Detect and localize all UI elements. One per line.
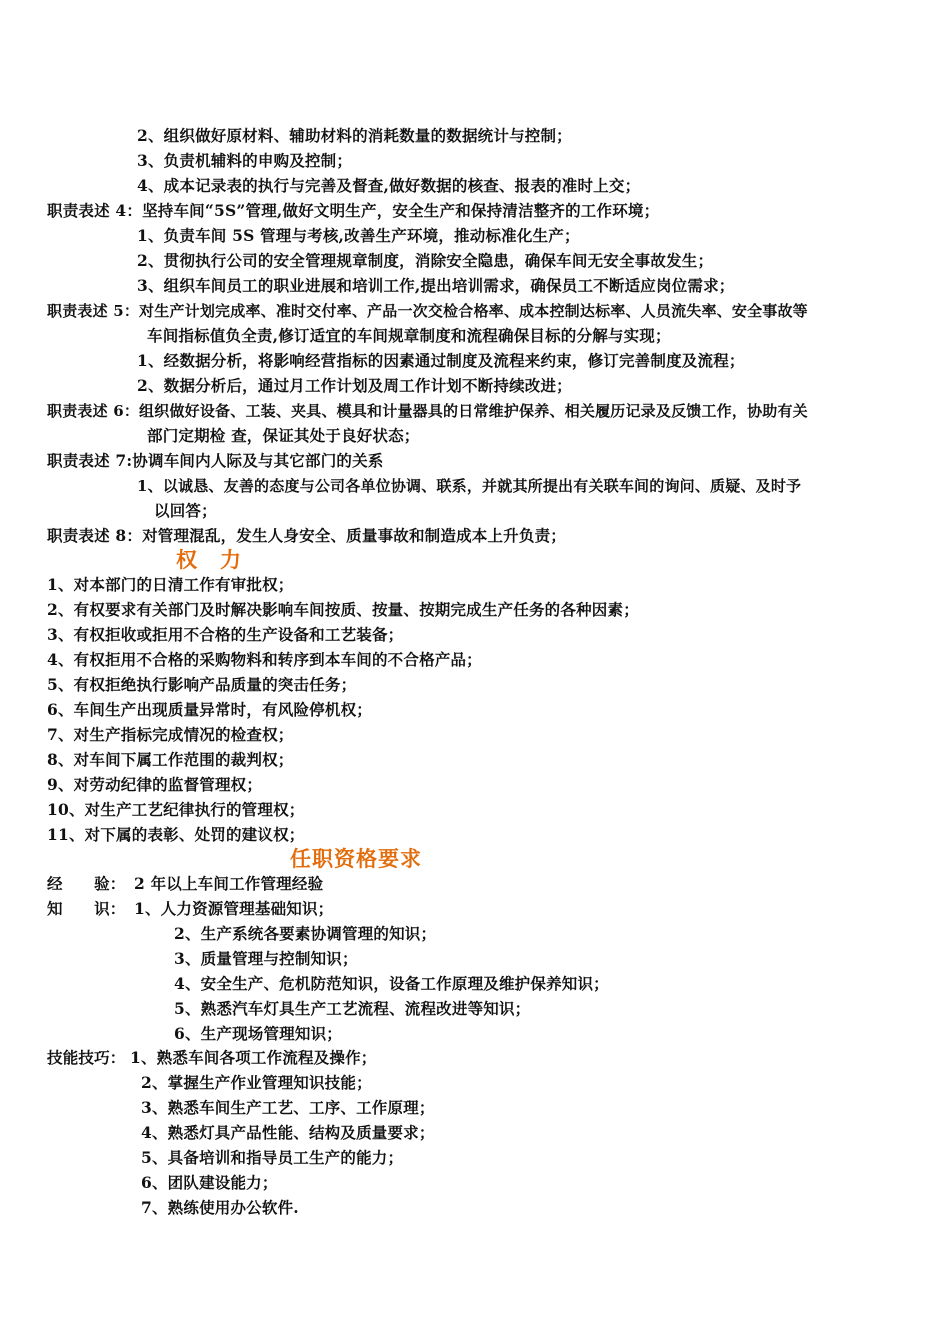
duty-4-item-3: 3、组织车间员工的职业进展和培训工作,提出培训需求，确保员工不断适应岗位需求； [137, 276, 735, 295]
duty-7-item-1-cont: 以回答； [154, 501, 217, 520]
knowledge-item-1: 1、人力资源管理基础知识； [134, 899, 334, 918]
authority-item-2: 2、有权要求有关部门及时解决影响车间按质、按量、按期完成生产任务的各种因素； [47, 600, 639, 619]
duty-5-item-1: 1、经数据分析，将影响经营指标的因素通过制度及流程来约束，修订完善制度及流程； [137, 351, 745, 370]
duty-7-statement: 职责表述 7:协调车间内人际及与其它部门的关系 [47, 451, 384, 470]
skill-item-1: 1、熟悉车间各项工作流程及操作； [130, 1048, 377, 1067]
skill-item-2: 2、掌握生产作业管理知识技能； [141, 1073, 372, 1092]
skill-item-5: 5、具备培训和指导员工生产的能力； [141, 1148, 404, 1167]
authority-item-5: 5、有权拒绝执行影响产品质量的突击任务； [47, 675, 357, 694]
skill-item-7: 7、熟练使用办公软件. [141, 1198, 299, 1217]
duty-4-item-1: 1、负责车间 5S 管理与考核,改善生产环境，推动标准化生产； [137, 226, 580, 245]
knowledge-item-2: 2、生产系统各要素协调管理的知识； [174, 924, 437, 943]
knowledge-item-6: 6、生产现场管理知识； [174, 1024, 342, 1043]
experience-value: 2 年以上车间工作管理经验 [134, 874, 324, 893]
knowledge-item-4: 4、安全生产、危机防范知识，设备工作原理及维护保养知识； [174, 974, 609, 993]
knowledge-item-5: 5、熟悉汽车灯具生产工艺流程、流程改进等知识； [174, 999, 531, 1018]
knowledge-item-3: 3、质量管理与控制知识； [174, 949, 358, 968]
authority-item-6: 6、车间生产出现质量异常时，有风险停机权； [47, 700, 372, 719]
authority-item-7: 7、对生产指标完成情况的检查权； [47, 725, 294, 744]
authority-item-3: 3、有权拒收或拒用不合格的生产设备和工艺装备； [47, 625, 404, 644]
skill-item-3: 3、熟悉车间生产工艺、工序、工作原理； [141, 1098, 435, 1117]
qualification-heading: 任职资格要求 [290, 847, 422, 871]
authority-item-10: 10、对生产工艺纪律执行的管理权； [47, 800, 305, 819]
duty-6-statement-cont: 部门定期检 查，保证其处于良好状态； [147, 426, 420, 445]
authority-item-9: 9、对劳动纪律的监督管理权； [47, 775, 263, 794]
authority-item-8: 8、对车间下属工作范围的裁判权； [47, 750, 294, 769]
skill-item-6: 6、团队建设能力； [141, 1173, 278, 1192]
authority-item-1: 1、对本部门的日清工作有审批权； [47, 575, 294, 594]
duty-5-statement-cont: 车间指标值负全责,修订适宜的车间规章制度和流程确保目标的分解与实现； [147, 326, 671, 345]
duty-3-item-3: 3、负责机辅料的申购及控制； [137, 151, 353, 170]
skill-label: 技能技巧： [47, 1048, 126, 1067]
duty-3-item-2: 2、组织做好原材料、辅助材料的消耗数量的数据统计与控制； [137, 126, 572, 145]
knowledge-label: 知 识： [47, 899, 126, 918]
duty-5-statement: 职责表述 5：对生产计划完成率、准时交付率、产品一次交检合格率、成本控制达标率、人员流失率、安全事故等 [47, 302, 808, 320]
authority-heading: 权 力 [176, 548, 242, 572]
duty-8-statement: 职责表述 8：对管理混乱，发生人身安全、质量事故和制造成本上升负责； [47, 526, 566, 545]
duty-6-statement: 职责表述 6：组织做好设备、工装、夹具、模具和计量器具的日常维护保养、相关履历记录及反馈工作，协助有关 [47, 402, 808, 420]
duty-4-item-2: 2、贯彻执行公司的安全管理规章制度，消除安全隐患，确保车间无安全事故发生； [137, 251, 714, 270]
duty-7-item-1: 1、以诚恳、友善的态度与公司各单位协调、联系，并就其所提出有关联车间的询问、质疑、及时予 [137, 477, 802, 495]
duty-5-item-2: 2、数据分析后，通过月工作计划及周工作计划不断持续改进； [137, 376, 572, 395]
authority-item-11: 11、对下属的表彰、处罚的建议权； [47, 825, 305, 844]
authority-item-4: 4、有权拒用不合格的采购物料和转序到本车间的不合格产品； [47, 650, 482, 669]
duty-4-statement: 职责表述 4：坚持车间“5S”管理,做好文明生产，安全生产和保持清洁整齐的工作环境； [47, 201, 660, 220]
experience-label: 经 验： [47, 874, 126, 893]
skill-item-4: 4、熟悉灯具产品性能、结构及质量要求； [141, 1123, 435, 1142]
duty-3-item-4: 4、成本记录表的执行与完善及督查,做好数据的核查、报表的准时上交； [137, 176, 641, 195]
